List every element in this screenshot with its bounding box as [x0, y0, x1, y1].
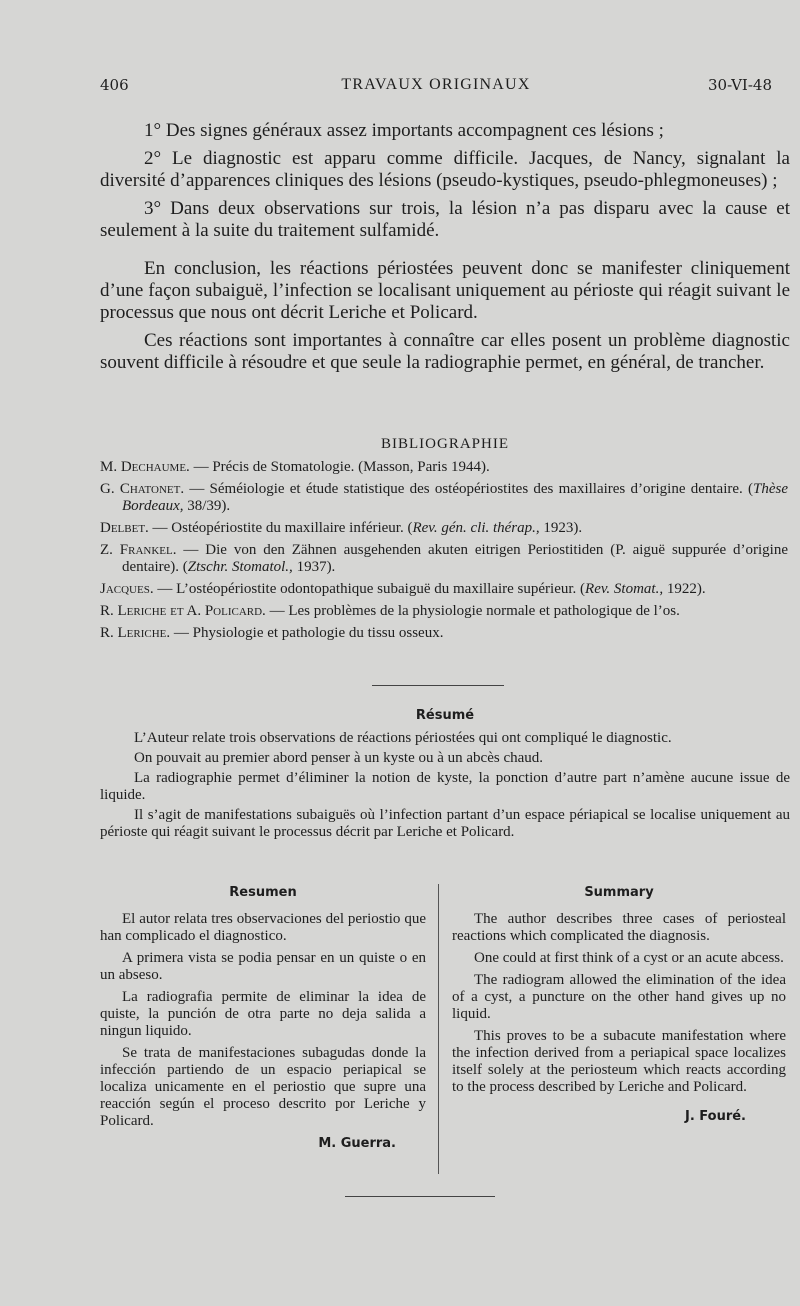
column-divider	[438, 884, 439, 1174]
author-signature: J. Fouré.	[684, 1109, 746, 1124]
entry-text-end: 1923).	[539, 520, 583, 536]
paragraph: El autor relata tres observaciones del periostio que han complicado el diagnostico.	[100, 911, 426, 944]
paragraph: En conclusion, les réactions périostées peuvent donc se manifester cliniquement d’une façon subaiguë, l’infection se localisant uniquement au périoste qui réagit suivant le processus que nous ont décrit Leriche et Policard.	[100, 258, 790, 323]
paragraph: L’Auteur relate trois observations de réactions périostées qui ont compliqué le diagnostic.	[134, 730, 672, 746]
main-text	[100, 120, 790, 380]
entry-author: Delbet.	[100, 520, 149, 536]
paragraph: One could at first think of a cyst or an acute abcess.	[474, 950, 784, 966]
entry-source: Rev. gén. cli. thérap.,	[412, 520, 540, 536]
paragraph: La radiographie permet d’éliminer la notion de kyste, la ponction d’autre part n’amène aucune issue de liquide.	[100, 770, 790, 803]
running-header	[100, 76, 772, 98]
running-title: TRAVAUX ORIGINAUX	[341, 76, 531, 93]
bibliography-entry	[100, 625, 788, 642]
paragraph: Ces réactions sont importantes à connaître car elles posent un problème diagnostic souvent difficile à résoudre et que seule la radiographie permet, en général, de trancher.	[100, 330, 790, 373]
paragraph: 3° Dans deux observations sur trois, la lésion n’a pas disparu avec la cause et seulement à la suite du traitement sulfamidé.	[100, 198, 790, 241]
resume-heading: Résumé	[415, 708, 475, 723]
end-divider	[345, 1196, 495, 1197]
bibliography-entry	[100, 481, 788, 515]
summary-column	[452, 884, 786, 1125]
entry-text-end: 1937).	[292, 559, 336, 575]
paragraph: This proves to be a subacute manifestation where the infection derived from a periapical space localizes itself solely at the periosteum which reacts according to the process described by Leriche and Policard.	[452, 1028, 786, 1095]
author-signature: M. Guerra.	[318, 1136, 396, 1151]
section-divider	[372, 685, 504, 686]
entry-text: — L’ostéopériostite odontopathique subaiguë du maxillaire supérieur. (	[153, 581, 586, 597]
resumen-column	[100, 884, 426, 1152]
paragraph: A primera vista se podia pensar en un quiste o en un abseso.	[100, 950, 426, 983]
entry-author: Jacques.	[100, 581, 154, 597]
paragraph: 2° Le diagnostic est apparu comme difficile. Jacques, de Nancy, signalant la diversité d’apparences cliniques des lésions (pseudo-kystiques, pseudo-phlegmoneuses) ;	[100, 148, 790, 191]
entry-text: — Précis de Stomatologie. (Masson, Paris 1944).	[189, 459, 490, 475]
bibliography-list	[100, 459, 788, 647]
paragraph: La radiografia permite de eliminar la idea de quiste, la punción de otra parte no deja salida a ningun liquido.	[100, 989, 426, 1039]
bibliography-entry	[100, 542, 788, 576]
bibliography-entry	[100, 520, 788, 537]
paragraph: 1° Des signes généraux assez importants accompagnent ces lésions ;	[144, 120, 664, 141]
entry-source: Ztschr. Stomatol.,	[187, 559, 293, 575]
entry-text: — Ostéopériostite du maxillaire inférieur. (	[148, 520, 413, 536]
entry-source: Thèse Bordeaux,	[122, 481, 788, 514]
entry-text-end: 38/39).	[183, 498, 231, 514]
issue-date: 30-VI-48	[708, 76, 772, 94]
entry-source: Rev. Stomat.,	[585, 581, 664, 597]
entry-text: — Les problèmes de la physiologie normale et pathologique de l’os.	[265, 603, 680, 619]
entry-author: R. Leriche et A. Policard.	[100, 603, 266, 619]
entry-author: R. Leriche.	[100, 625, 171, 641]
entry-author: Z. Frankel.	[100, 542, 177, 558]
paragraph: Se trata de manifestaciones subagudas donde la infección partiendo de un espacio periapical se localiza unicamente en el periostio que supre una reacción según el proceso descrito por Leriche y Policard.	[100, 1045, 426, 1129]
entry-text: — Die von den Zähnen ausgehenden akuten eitrigen Periostitiden (P. aiguë suppurée d’origine dentaire). (	[122, 542, 788, 575]
entry-author: G. Chatonet.	[100, 481, 185, 497]
paragraph: The radiogram allowed the elimination of the idea of a cyst, a puncture on the other hand gives up no liquid.	[452, 972, 786, 1022]
bibliography-entry	[100, 603, 788, 620]
bibliography-entry	[100, 459, 788, 476]
resume-section	[100, 730, 790, 844]
bibliography-entry	[100, 581, 788, 598]
entry-text-end: 1922).	[663, 581, 706, 597]
paragraph: Il s’agit de manifestations subaiguës où l’infection partant d’un espace périapical se localise uniquement au périoste qui réagit suivant le processus décrit par Leriche et Policard.	[100, 807, 790, 840]
resumen-heading: Resumen	[229, 885, 297, 900]
bibliography-heading: BIBLIOGRAPHIE	[381, 436, 509, 452]
entry-text: — Séméiologie et étude statistique des ostéopériostites des maxillaires d’origine dentaire. (	[184, 481, 753, 497]
entry-author: M. Dechaume.	[100, 459, 190, 475]
page-number: 406	[100, 76, 129, 94]
summary-heading: Summary	[584, 885, 654, 900]
paragraph: On pouvait au premier abord penser à un kyste ou à un abcès chaud.	[134, 750, 544, 766]
entry-text: — Physiologie et pathologie du tissu osseux.	[170, 625, 444, 641]
paragraph: The author describes three cases of periosteal reactions which complicated the diagnosis.	[452, 911, 786, 944]
